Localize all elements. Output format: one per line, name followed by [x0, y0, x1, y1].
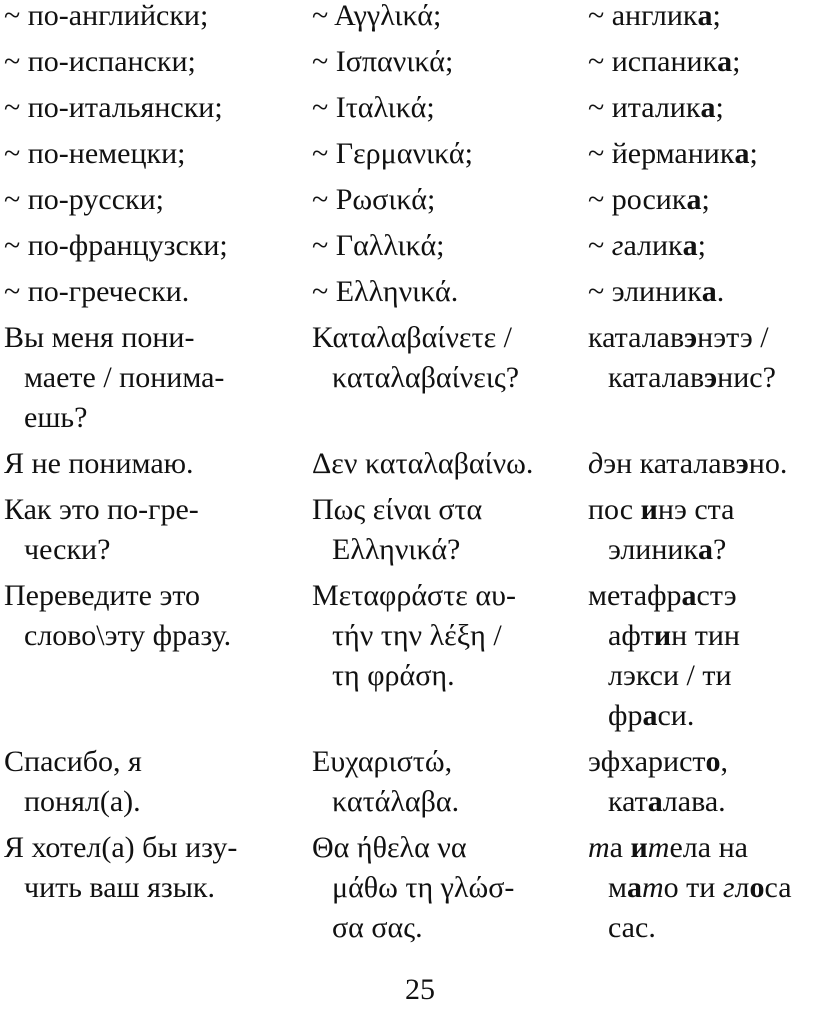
phrase-line [4, 576, 312, 616]
text-segment: а [609, 831, 631, 864]
text-segment: слово\эту фразу. [24, 619, 232, 652]
phrase-line [588, 0, 820, 36]
text-segment: чить ваш язык. [24, 871, 216, 904]
text-segment: ; [715, 91, 724, 124]
phrase-line [4, 358, 312, 398]
phrase-row [4, 490, 820, 570]
text-segment: ~ Αγγλικά; [312, 0, 442, 32]
text-segment: . [716, 275, 725, 308]
phrase-line [4, 134, 312, 174]
phrase-line [588, 358, 820, 398]
greek-phrase [312, 272, 588, 312]
phrase-line [588, 782, 820, 822]
italic-letter: т [647, 831, 670, 864]
phrase-line [4, 318, 312, 358]
stressed-letter: а [717, 45, 733, 78]
phrase-line [312, 272, 588, 312]
phrase-line [312, 180, 588, 220]
greek-phrase [312, 742, 588, 822]
russian-phrase [4, 0, 312, 36]
text-segment: но. [748, 447, 788, 480]
text-segment: ела на [669, 831, 748, 864]
phrase-line [4, 828, 312, 868]
text-segment: ~ Γαλλικά; [312, 229, 445, 262]
text-segment: алик [623, 229, 683, 262]
stressed-letter: и [653, 619, 672, 652]
phrase-line [588, 530, 820, 570]
phrase-line [4, 180, 312, 220]
russian-phrase [4, 88, 312, 128]
text-segment: ; [749, 137, 758, 170]
russian-phrase [4, 444, 312, 484]
phrase-line [4, 398, 312, 438]
phrase-line [588, 444, 820, 484]
text-segment: Ευχαριστώ, [312, 745, 453, 778]
phrase-line [4, 742, 312, 782]
phrase-line [4, 616, 312, 656]
text-segment: каталав [608, 361, 705, 394]
phrase-line [312, 444, 588, 484]
phrase-line [4, 490, 312, 530]
phrase-line [312, 42, 588, 82]
phrase-line [588, 616, 820, 656]
stressed-letter: а [626, 871, 642, 904]
transliteration [588, 490, 820, 570]
phrase-row [4, 180, 820, 220]
phrase-row [4, 88, 820, 128]
transliteration [588, 828, 820, 948]
stressed-letter: а [698, 533, 714, 566]
text-segment: Μεταφράστε αυ- [312, 579, 516, 612]
transliteration [588, 226, 820, 266]
text-segment: пос [588, 493, 641, 526]
text-segment: ~ по-английски; [4, 0, 209, 32]
phrase-line [588, 908, 820, 948]
text-segment: ~ Ιταλικά; [312, 91, 435, 124]
stressed-letter: а [700, 91, 716, 124]
russian-phrase [4, 828, 312, 948]
phrase-line [4, 444, 312, 484]
text-segment: лава. [662, 785, 726, 818]
text-segment: ~ элиник [588, 275, 702, 308]
phrase-line [312, 226, 588, 266]
stressed-letter: э [704, 361, 718, 394]
phrase-line [588, 656, 820, 696]
text-segment: ~ Ρωσικά; [312, 183, 436, 216]
greek-phrase [312, 318, 588, 438]
text-segment: л [734, 871, 750, 904]
russian-phrase [4, 318, 312, 438]
phrase-line [312, 88, 588, 128]
stressed-letter: а [701, 275, 717, 308]
italic-letter: г [611, 229, 624, 262]
phrase-line [4, 226, 312, 266]
russian-phrase [4, 226, 312, 266]
greek-phrase [312, 42, 588, 82]
greek-phrase [312, 134, 588, 174]
text-segment: τήν την λέξη / [332, 619, 502, 652]
phrase-line [588, 134, 820, 174]
transliteration [588, 0, 820, 36]
text-segment: эфхарист [588, 745, 706, 778]
stressed-letter: о [749, 871, 765, 904]
text-segment: ~ йерманик [588, 137, 735, 170]
text-segment: каталав [588, 321, 685, 354]
phrase-line [588, 180, 820, 220]
text-segment: афт [608, 619, 654, 652]
phrase-line [312, 782, 588, 822]
text-segment: ~ Γερμανικά; [312, 137, 473, 170]
text-segment: понял(а). [24, 785, 141, 818]
phrase-line [4, 272, 312, 312]
italic-letter: т [641, 871, 664, 904]
greek-phrase [312, 828, 588, 948]
text-segment: ~ [588, 229, 612, 262]
greek-phrase [312, 490, 588, 570]
phrase-line [4, 42, 312, 82]
italic-letter: г [722, 871, 735, 904]
russian-phrase [4, 42, 312, 82]
phrasebook-table [4, 0, 820, 954]
text-segment: фр [608, 699, 643, 732]
text-segment: ~ Ισπανικά; [312, 45, 454, 78]
russian-phrase [4, 134, 312, 174]
phrase-row [4, 576, 820, 736]
transliteration [588, 88, 820, 128]
text-segment: ~ росик [588, 183, 687, 216]
text-segment: метафр [588, 579, 682, 612]
russian-phrase [4, 180, 312, 220]
phrase-line [588, 576, 820, 616]
phrase-line [588, 226, 820, 266]
text-segment: о ти [663, 871, 723, 904]
transliteration [588, 180, 820, 220]
transliteration [588, 576, 820, 736]
text-segment: нэтэ / [697, 321, 769, 354]
stressed-letter: а [682, 229, 698, 262]
phrase-line [588, 88, 820, 128]
greek-phrase [312, 0, 588, 36]
text-segment: ~ по-испански; [4, 45, 196, 78]
text-segment: κατάλαβα. [332, 785, 460, 818]
phrase-line [588, 696, 820, 736]
phrase-row [4, 226, 820, 266]
phrase-line [312, 742, 588, 782]
greek-phrase [312, 444, 588, 484]
text-segment: ~ по-французски; [4, 229, 228, 262]
text-segment: чески? [24, 533, 111, 566]
phrase-line [588, 318, 820, 358]
phrase-line [312, 828, 588, 868]
phrase-line [588, 42, 820, 82]
text-segment: ~ италик [588, 91, 701, 124]
phrase-line [588, 742, 820, 782]
text-segment: Ελληνικά? [332, 533, 461, 566]
text-segment: кат [608, 785, 648, 818]
text-segment: ~ англик [588, 0, 698, 32]
text-segment: элиник [608, 533, 699, 566]
text-segment: ~ по-русски; [4, 183, 164, 216]
phrase-row [4, 42, 820, 82]
text-segment: ~ по-итальянски; [4, 91, 223, 124]
stressed-letter: а [686, 183, 702, 216]
italic-letter: т [588, 831, 610, 864]
phrase-line [312, 616, 588, 656]
phrase-line [588, 828, 820, 868]
phrase-line [312, 358, 588, 398]
text-segment: сас. [608, 911, 656, 944]
text-segment: , [720, 745, 729, 778]
transliteration [588, 42, 820, 82]
phrase-row [4, 272, 820, 312]
text-segment: лэкси / ти [608, 659, 732, 692]
phrase-row [4, 0, 820, 36]
text-segment: Спасибо, я [4, 745, 142, 778]
stressed-letter: а [697, 0, 713, 32]
phrase-row [4, 742, 820, 822]
text-segment: ~ Ελληνικά. [312, 275, 459, 308]
phrase-line [588, 490, 820, 530]
russian-phrase [4, 576, 312, 736]
phrase-line [4, 0, 312, 36]
text-segment: нэ ста [657, 493, 735, 526]
italic-letter: д [588, 447, 604, 480]
greek-phrase [312, 180, 588, 220]
phrase-line [312, 908, 588, 948]
phrase-row [4, 134, 820, 174]
phrase-line [312, 576, 588, 616]
greek-phrase [312, 226, 588, 266]
text-segment: са [764, 871, 792, 904]
phrase-line [312, 490, 588, 530]
text-segment: нис? [717, 361, 776, 394]
phrase-line [312, 530, 588, 570]
stressed-letter: о [705, 745, 721, 778]
text-segment: Δεν καταλαβαίνω. [312, 447, 534, 480]
text-segment: Вы меня пони- [4, 321, 195, 354]
text-segment: ~ по-гречески. [4, 275, 190, 308]
phrase-line [588, 868, 820, 908]
greek-phrase [312, 88, 588, 128]
text-segment: σα σας. [332, 911, 423, 944]
text-segment: м [608, 871, 627, 904]
phrase-line [312, 656, 588, 696]
phrase-line [312, 318, 588, 358]
text-segment: τη φράση. [332, 659, 455, 692]
phrase-line [312, 0, 588, 36]
text-segment: Πως είναι στα [312, 493, 483, 526]
phrase-line [4, 782, 312, 822]
stressed-letter: и [630, 831, 648, 864]
text-segment: ~ по-немецки; [4, 137, 186, 170]
text-segment: маете / понима- [24, 361, 225, 394]
greek-phrase [312, 576, 588, 736]
transliteration [588, 444, 820, 484]
text-segment: Переведите это [4, 579, 201, 612]
stressed-letter: э [735, 447, 749, 480]
transliteration [588, 272, 820, 312]
text-segment: ? [713, 533, 727, 566]
stressed-letter: а [647, 785, 663, 818]
text-segment: Καταλαβαίνετε / [312, 321, 513, 354]
text-segment: ешь? [24, 401, 88, 434]
stressed-letter: э [684, 321, 698, 354]
text-segment: Как это по-гре- [4, 493, 199, 526]
stressed-letter: а [642, 699, 658, 732]
text-segment: καταλαβαίνεις? [332, 361, 520, 394]
text-segment: Я не понимаю. [4, 447, 194, 480]
phrase-line [588, 272, 820, 312]
page-number: 25 [405, 973, 435, 1006]
text-segment: ~ испаник [588, 45, 718, 78]
text-segment: ; [732, 45, 741, 78]
phrase-row [4, 828, 820, 948]
phrase-row [4, 444, 820, 484]
russian-phrase [4, 490, 312, 570]
text-segment: ; [701, 183, 710, 216]
text-segment: эн каталав [603, 447, 736, 480]
phrase-row [4, 318, 820, 438]
text-segment: μάθω τη γλώσ- [332, 871, 515, 904]
transliteration [588, 742, 820, 822]
russian-phrase [4, 742, 312, 822]
text-segment: Θα ήθελα να [312, 831, 467, 864]
phrase-line [4, 88, 312, 128]
text-segment: Я хотел(а) бы изу- [4, 831, 238, 864]
stressed-letter: а [681, 579, 697, 612]
text-segment: н тин [671, 619, 740, 652]
stressed-letter: и [640, 493, 658, 526]
text-segment: ; [697, 229, 706, 262]
transliteration [588, 134, 820, 174]
stressed-letter: а [734, 137, 750, 170]
text-segment: си. [657, 699, 695, 732]
russian-phrase [4, 272, 312, 312]
text-segment: ; [712, 0, 721, 32]
phrase-line [312, 134, 588, 174]
phrase-line [4, 530, 312, 570]
phrase-line [312, 868, 588, 908]
phrase-line [4, 868, 312, 908]
transliteration [588, 318, 820, 438]
text-segment: стэ [696, 579, 737, 612]
